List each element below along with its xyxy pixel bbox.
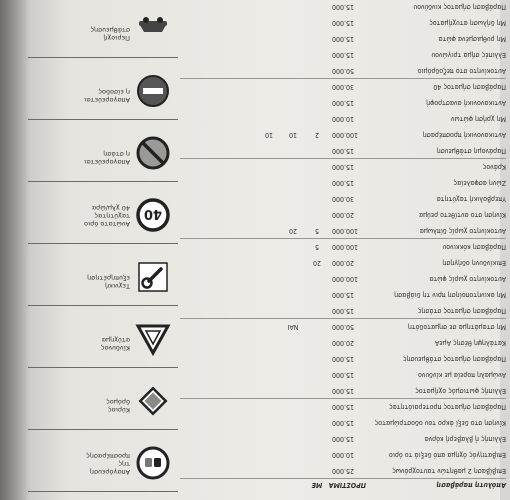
- fine-cell-c1: 15.000: [332, 99, 355, 107]
- fine-cell-c3: ΝΑΙ: [287, 323, 299, 331]
- fine-cell-c1: 15.000: [332, 51, 355, 59]
- sign-caption: [32, 274, 130, 290]
- sign-row-divider: [28, 181, 178, 182]
- violation-description: Κίνηση στο αντίθετο ρεύμα: [418, 211, 506, 219]
- sign-caption: [32, 336, 130, 352]
- sign-caption-line: Απαγορεύεται: [84, 158, 130, 166]
- table-row: [180, 290, 506, 300]
- sign-caption-line: εξυπηρέτηση: [87, 274, 130, 282]
- table-row: [180, 98, 506, 108]
- speed-limit-40-icon: [136, 198, 170, 232]
- fine-cell-c1: 15.000: [332, 355, 355, 363]
- fine-cell-c1: 100.000: [332, 131, 359, 139]
- sign-caption: [32, 204, 130, 228]
- sign-caption: [32, 452, 130, 476]
- fine-cell-c1: 15.000: [332, 387, 355, 395]
- violation-description: Αντικανονική αναστροφή: [426, 99, 506, 107]
- fine-cell-c1: 15.000: [332, 435, 355, 443]
- row-group-divider: [180, 158, 506, 159]
- fine-cell-c1: 10.000: [332, 451, 355, 459]
- violation-description: Ελλιπής φωτισμός οχήματος: [415, 387, 506, 395]
- fine-cell-c2: 2: [315, 131, 320, 139]
- violation-description: Παράβαση κόκκινου: [442, 243, 506, 251]
- table-row: [180, 338, 506, 348]
- fine-cell-c2: 20: [313, 259, 322, 267]
- sign-caption-line: Απαγόρευση: [89, 468, 130, 476]
- fine-cell-c1: 20.000: [332, 259, 355, 267]
- fine-cell-c2: 5: [315, 227, 320, 235]
- sign-caption: [32, 26, 130, 42]
- table-row: [180, 306, 506, 316]
- fine-cell-c2: 5: [315, 243, 320, 251]
- fine-cell-c1: 20.000: [332, 211, 355, 219]
- sign-caption-line: Ανώτατο όριο: [84, 220, 130, 228]
- sign-row-divider: [28, 429, 178, 430]
- sign-caption: [32, 398, 130, 414]
- fine-cell-c1: ΠΡΟΣΤΙΜΑ: [328, 481, 366, 489]
- fine-cell-c1: 15.000: [332, 19, 355, 27]
- sign-row-divider: [28, 305, 178, 306]
- fine-cell-c1: 10.000: [332, 115, 355, 123]
- sign-caption-line: ταχύτητας: [94, 212, 130, 220]
- table-row: [180, 178, 506, 188]
- sign-panel: [28, 0, 178, 494]
- table-row: [180, 130, 506, 140]
- table-row: [180, 114, 506, 124]
- violation-description: Μη δήλωση ατυχήματος: [429, 19, 506, 27]
- fine-cell-c3: 20: [289, 227, 298, 235]
- fine-cell-c1: 100.000: [332, 275, 359, 283]
- violation-description: Επιβίβαση 2 μαθητών ταυτοχρόνως: [392, 467, 506, 475]
- violation-description: Αντικανονική προσπέραση: [422, 131, 506, 139]
- violation-description: Παράβαση σήματος προτεραιότητας: [388, 403, 506, 411]
- warning-triangle-icon: [136, 322, 170, 356]
- violation-description: Παράνομη στάθμευση: [436, 147, 506, 155]
- sign-caption: [32, 150, 130, 166]
- sign-caption-line: στάθμευσης: [90, 26, 130, 34]
- car-icon: [136, 12, 170, 46]
- fine-cell-c1: 15.000: [332, 163, 355, 171]
- sign-caption-line: Τεχνική: [104, 282, 130, 290]
- no-stopping-icon: [136, 136, 170, 170]
- table-row: [180, 258, 506, 268]
- fine-cell-c1: 100.000: [332, 243, 359, 251]
- sign-row-divider: [28, 57, 178, 58]
- no-overtaking-icon: [136, 446, 170, 480]
- violation-description: Μη ακινητοποίηση πριν τη διάβαση: [394, 291, 506, 299]
- table-row: [180, 226, 506, 236]
- table-row: [180, 274, 506, 284]
- fine-cell-c4: 10: [265, 131, 274, 139]
- fine-cell-c1: 25.000: [332, 467, 355, 475]
- table-row: [180, 82, 506, 92]
- violation-description: Επιβατηγός όχημα από δεξιά το όριο: [388, 451, 506, 459]
- table-row: [180, 146, 506, 156]
- fine-cell-c3: 10: [289, 131, 298, 139]
- svg-text:40: 40: [143, 206, 163, 221]
- violation-description: Αυτοκίνητο στο πεζοδρόμιο: [417, 67, 506, 75]
- printed-page: [10, 0, 510, 494]
- row-group-divider: [180, 238, 506, 239]
- table-header: [180, 480, 506, 490]
- table-row: [180, 194, 506, 204]
- sign-caption-line: Περιοχή: [103, 34, 130, 42]
- sign-caption-line: Απαγορεύεται: [84, 96, 130, 104]
- sign-row-divider: [28, 491, 178, 492]
- violation-description: Κίνηση στο δεξί άκρο του οδοστρώματος: [374, 419, 506, 427]
- table-row: [180, 450, 506, 460]
- violation-description: Αυτοκίνητο χωρίς φώτα: [429, 275, 506, 283]
- fine-cell-c1: 15.000: [332, 419, 355, 427]
- fine-cell-c1: 20.000: [332, 339, 355, 347]
- fine-cell-c1: 15.000: [332, 3, 355, 11]
- violation-description: Υπερβολική ταχύτητα: [436, 195, 506, 203]
- sign-row-divider: [28, 119, 178, 120]
- fine-cell-c1: 100.000: [332, 227, 359, 235]
- violation-description: Παράβαση σήματος 40: [433, 83, 506, 91]
- sign-caption-line: δρόμος: [105, 398, 130, 406]
- priority-diamond-icon: [136, 384, 170, 418]
- table-row: [180, 2, 506, 12]
- sign-caption-line: της: [118, 460, 130, 468]
- violation-description: Μη χρήση φώτων: [450, 115, 506, 123]
- violation-description: Παράβαση σήματος κινδύνου: [413, 3, 506, 11]
- table-row: [180, 66, 506, 76]
- sign-caption-line: Κίνδυνος: [100, 344, 130, 352]
- fine-cell-c1: 30.000: [332, 195, 355, 203]
- table-row: [180, 434, 506, 444]
- wrench-service-icon: [136, 260, 170, 294]
- table-row: [180, 210, 506, 220]
- fine-cell-c1: 15.000: [332, 371, 355, 379]
- violation-description: Κράνος: [482, 163, 506, 171]
- table-row: [180, 402, 506, 412]
- sign-caption-line: ατύχημα: [101, 336, 130, 344]
- violation-description: Ζώνη ασφαλείας: [453, 179, 506, 187]
- fine-cell-c1: 15.000: [332, 403, 355, 411]
- fine-cell-c1: 15.000: [332, 291, 355, 299]
- fine-cell-c1: 30.000: [332, 83, 355, 91]
- violation-description: Ελλιπές σήμα τριγώνου: [431, 51, 506, 59]
- table-row: [180, 242, 506, 252]
- violation-description: Αυτοκίνητο χωρίς δίπλωμα: [419, 227, 506, 235]
- sign-row-divider: [28, 243, 178, 244]
- violation-description: Επικίνδυνη οδήγηση: [442, 259, 506, 267]
- table-row: [180, 370, 506, 380]
- violation-description: Παράβαση σήματος στάθμευσης: [402, 355, 506, 363]
- sign-caption-line: η στάση: [103, 150, 130, 158]
- violation-description: Μη σταμάτημα σε σηματοδότη: [407, 323, 506, 331]
- fine-cell-c1: 15.000: [332, 147, 355, 155]
- violation-description: Ανώμαλη πορεία με κίνδυνο: [418, 371, 506, 379]
- fine-cell-c1: 50.000: [332, 323, 355, 331]
- row-group-divider: [180, 398, 506, 399]
- sign-row-divider: [28, 367, 178, 368]
- table-row: [180, 34, 506, 44]
- table-row: [180, 162, 506, 172]
- violation-description: Κατάληψη θέσης ΑμεΑ: [434, 339, 506, 347]
- table-row: [180, 418, 506, 428]
- sign-caption: [32, 88, 130, 104]
- table-row: [180, 386, 506, 396]
- violation-description: Απόλυτη παράβαση: [436, 481, 506, 489]
- table-row: [180, 50, 506, 60]
- sign-caption-line: η είσοδος: [98, 88, 130, 96]
- row-group-divider: [180, 78, 506, 79]
- violation-description: Παράβαση σήματος στάσης: [417, 307, 506, 315]
- sign-caption-line: προσπέρασης: [85, 452, 130, 460]
- fine-cell-c1: 50.000: [332, 67, 355, 75]
- table-row: [180, 354, 506, 364]
- violation-description: Μη ρυθμισμένα φώτα: [438, 35, 506, 43]
- no-entry-icon: [136, 74, 170, 108]
- row-group-divider: [180, 318, 506, 319]
- header-divider: [180, 478, 506, 479]
- fine-cell-c2: ΜΕ: [311, 481, 323, 489]
- table-row: [180, 466, 506, 476]
- table-row: [180, 18, 506, 28]
- fine-cell-c1: 15.000: [332, 179, 355, 187]
- fine-cell-c1: 15.000: [332, 35, 355, 43]
- sign-caption-line: 40 χλμ/ώρα: [91, 204, 130, 212]
- sign-caption-line: Κύριος: [107, 406, 130, 414]
- fine-cell-c1: 15.000: [332, 307, 355, 315]
- table-row: [180, 322, 506, 332]
- violation-description: Ελλιπής ή βλαβερή κόρνα: [424, 435, 506, 443]
